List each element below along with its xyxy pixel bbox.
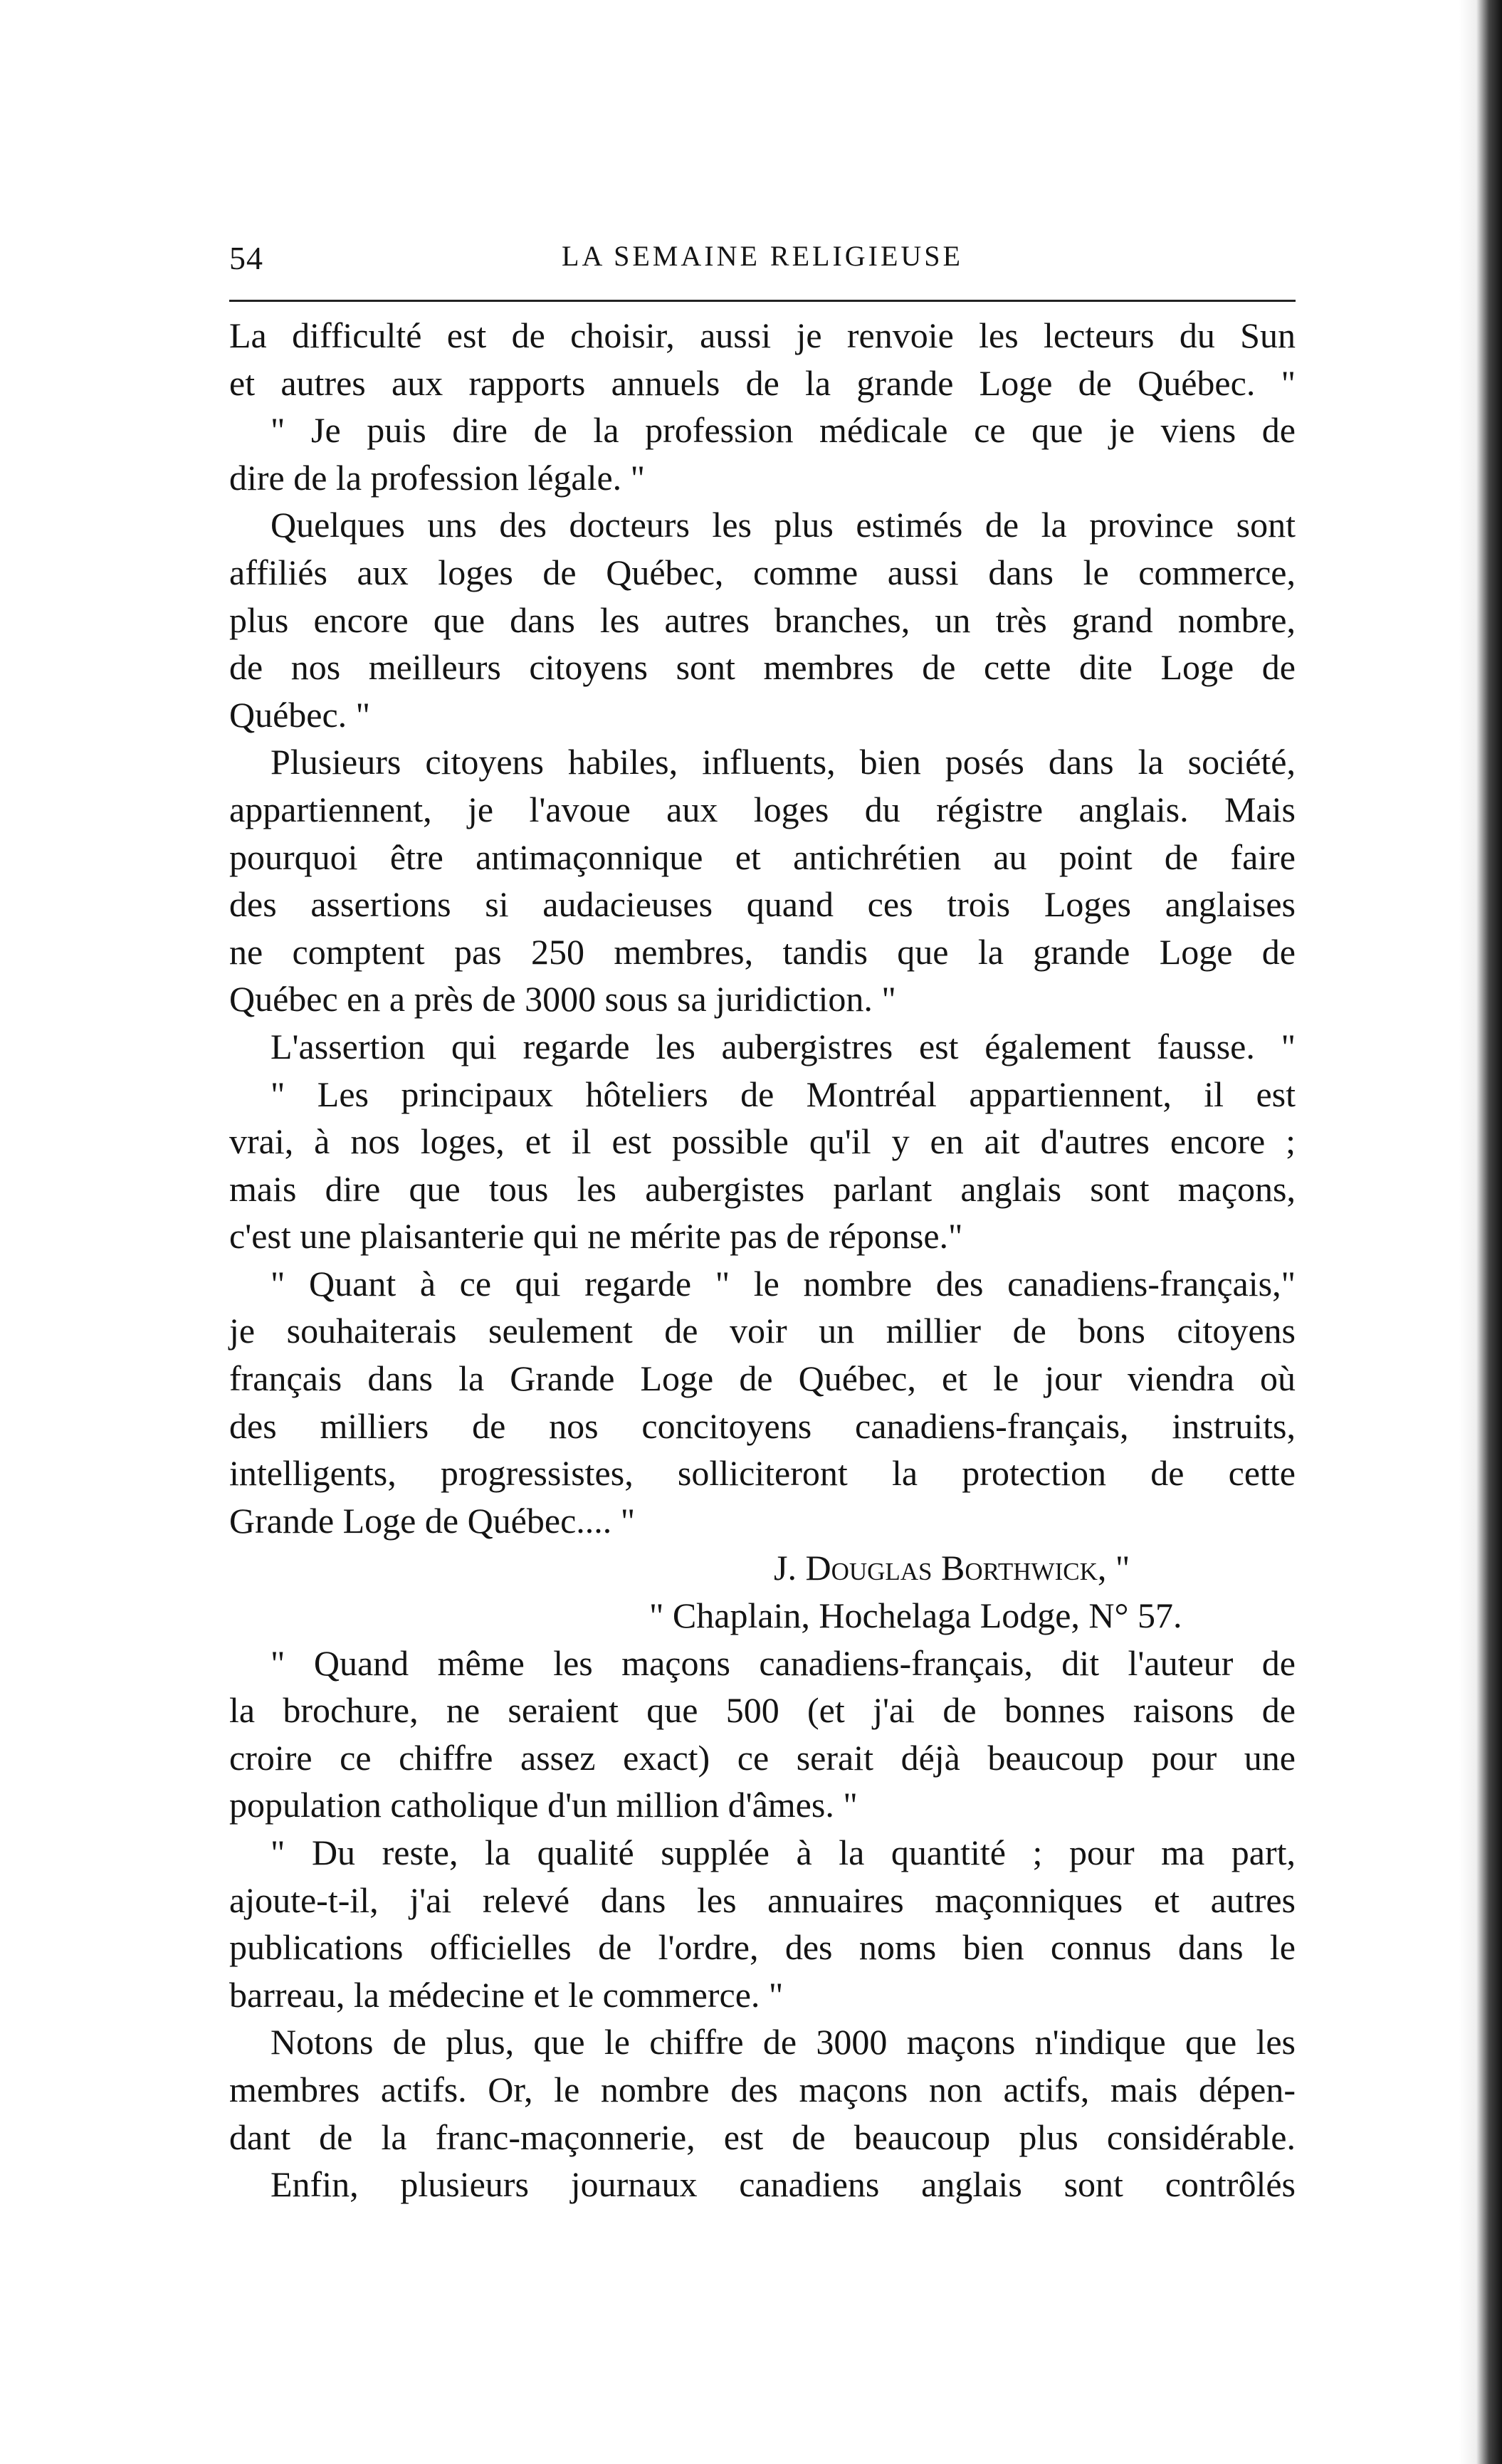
text-line: barreau, la médecine et le commerce. " [229, 1974, 784, 2015]
text-line: je souhaiterais seulement de voir un millier de bons citoyens [229, 1311, 1296, 1351]
text-line: publications officielles de l'ordre, des noms bien connus dans le [229, 1927, 1296, 1968]
text-line: " Quand même les maçons canadiens-français, dit l'auteur de [271, 1642, 1296, 1683]
text-line: c'est une plaisanterie qui ne mérite pas de réponse." [229, 1216, 963, 1257]
text-line: appartiennent, je l'avoue aux loges du régistre anglais. Mais [229, 789, 1296, 829]
text-line: ajoute-t-il, j'ai relevé dans les annuaires maçonniques et autres [229, 1880, 1296, 1920]
text-line: des milliers de nos concitoyens canadiens-français, instruits, [229, 1405, 1296, 1446]
text-line: membres actifs. Or, le nombre des maçons non actifs, mais dépen- [229, 2069, 1296, 2109]
text-line: affiliés aux loges de Québec, comme aussi dans le commerce, [229, 552, 1296, 592]
text-line: la brochure, ne seraient que 500 (et j'ai de bonnes raisons de [229, 1690, 1296, 1731]
text-line: des assertions si audacieuses quand ces trois Loges anglaises [229, 884, 1296, 925]
text-line: dire de la profession légale. " [229, 457, 646, 498]
text-line: Québec. " [229, 694, 371, 735]
text-line: " Du reste, la qualité supplée à la quantité ; pour ma part, [271, 1833, 1296, 1872]
page-header [229, 239, 1296, 282]
text-line: vrai, à nos loges, et il est possible qu'il y en ait d'autres encore ; [229, 1121, 1296, 1162]
text-line: Enfin, plusieurs journaux canadiens anglais sont contrôlés [271, 2164, 1296, 2205]
text-line: Plusieurs citoyens habiles, influents, bien posés dans la société, [271, 742, 1296, 782]
text-line: " Je puis dire de la profession médicale ce que je viens de [271, 410, 1296, 451]
text-line: intelligents, progressistes, solliciteront la protection de cette [229, 1453, 1296, 1494]
signature-name: J. Douglas Borthwick, " [774, 1548, 1130, 1588]
text-line: L'assertion qui regarde les aubergistres est également fausse. " [271, 1026, 1296, 1066]
page-number: 54 [229, 240, 263, 276]
text-line: " Quant à ce qui regarde " le nombre des canadiens-français," [271, 1263, 1296, 1304]
text-line: croire ce chiffre assez exact) ce serait déjà beaucoup pour une [229, 1737, 1296, 1778]
text-line: Québec en a près de 3000 sous sa juridiction. " [229, 979, 896, 1019]
text-line: de nos meilleurs citoyens sont membres de cette dite Loge de [229, 647, 1296, 688]
header-rule [229, 300, 1296, 302]
text-line: population catholique d'un million d'âmes. " [229, 1785, 858, 1825]
text-line: et autres aux rapports annuels de la grande Loge de Québec. " [229, 362, 1296, 403]
text-line: Notons de plus, que le chiffre de 3000 maçons n'indique que les [271, 2022, 1296, 2062]
text-line: plus encore que dans les autres branches, un très grand nombre, [229, 599, 1296, 640]
text-line: dant de la franc-maçonnerie, est de beaucoup plus considérable. [229, 2117, 1296, 2157]
text-line: mais dire que tous les aubergistes parlant anglais sont maçons, [229, 1168, 1296, 1209]
signature-title: " Chaplain, Hochelaga Lodge, N° 57. [649, 1595, 1182, 1636]
text-line: ne comptent pas 250 membres, tandis que la grande Loge de [229, 931, 1296, 972]
text-line: Grande Loge de Québec.... " [229, 1500, 636, 1541]
text-line: pourquoi être antimaçonnique et antichrétien au point de faire [229, 837, 1296, 877]
scan-binding-edge [1459, 0, 1502, 2464]
running-head: LA SEMAINE RELIGIEUSE [562, 240, 963, 272]
text-line: La difficulté est de choisir, aussi je renvoie les lecteurs du Sun [229, 315, 1296, 355]
text-line: français dans la Grande Loge de Québec, et le jour viendra où [229, 1358, 1296, 1399]
text-line: Quelques uns des docteurs les plus estimés de la province sont [271, 505, 1296, 545]
body-text [229, 312, 1296, 2208]
text-line: " Les principaux hôteliers de Montréal appartiennent, il est [271, 1074, 1296, 1114]
